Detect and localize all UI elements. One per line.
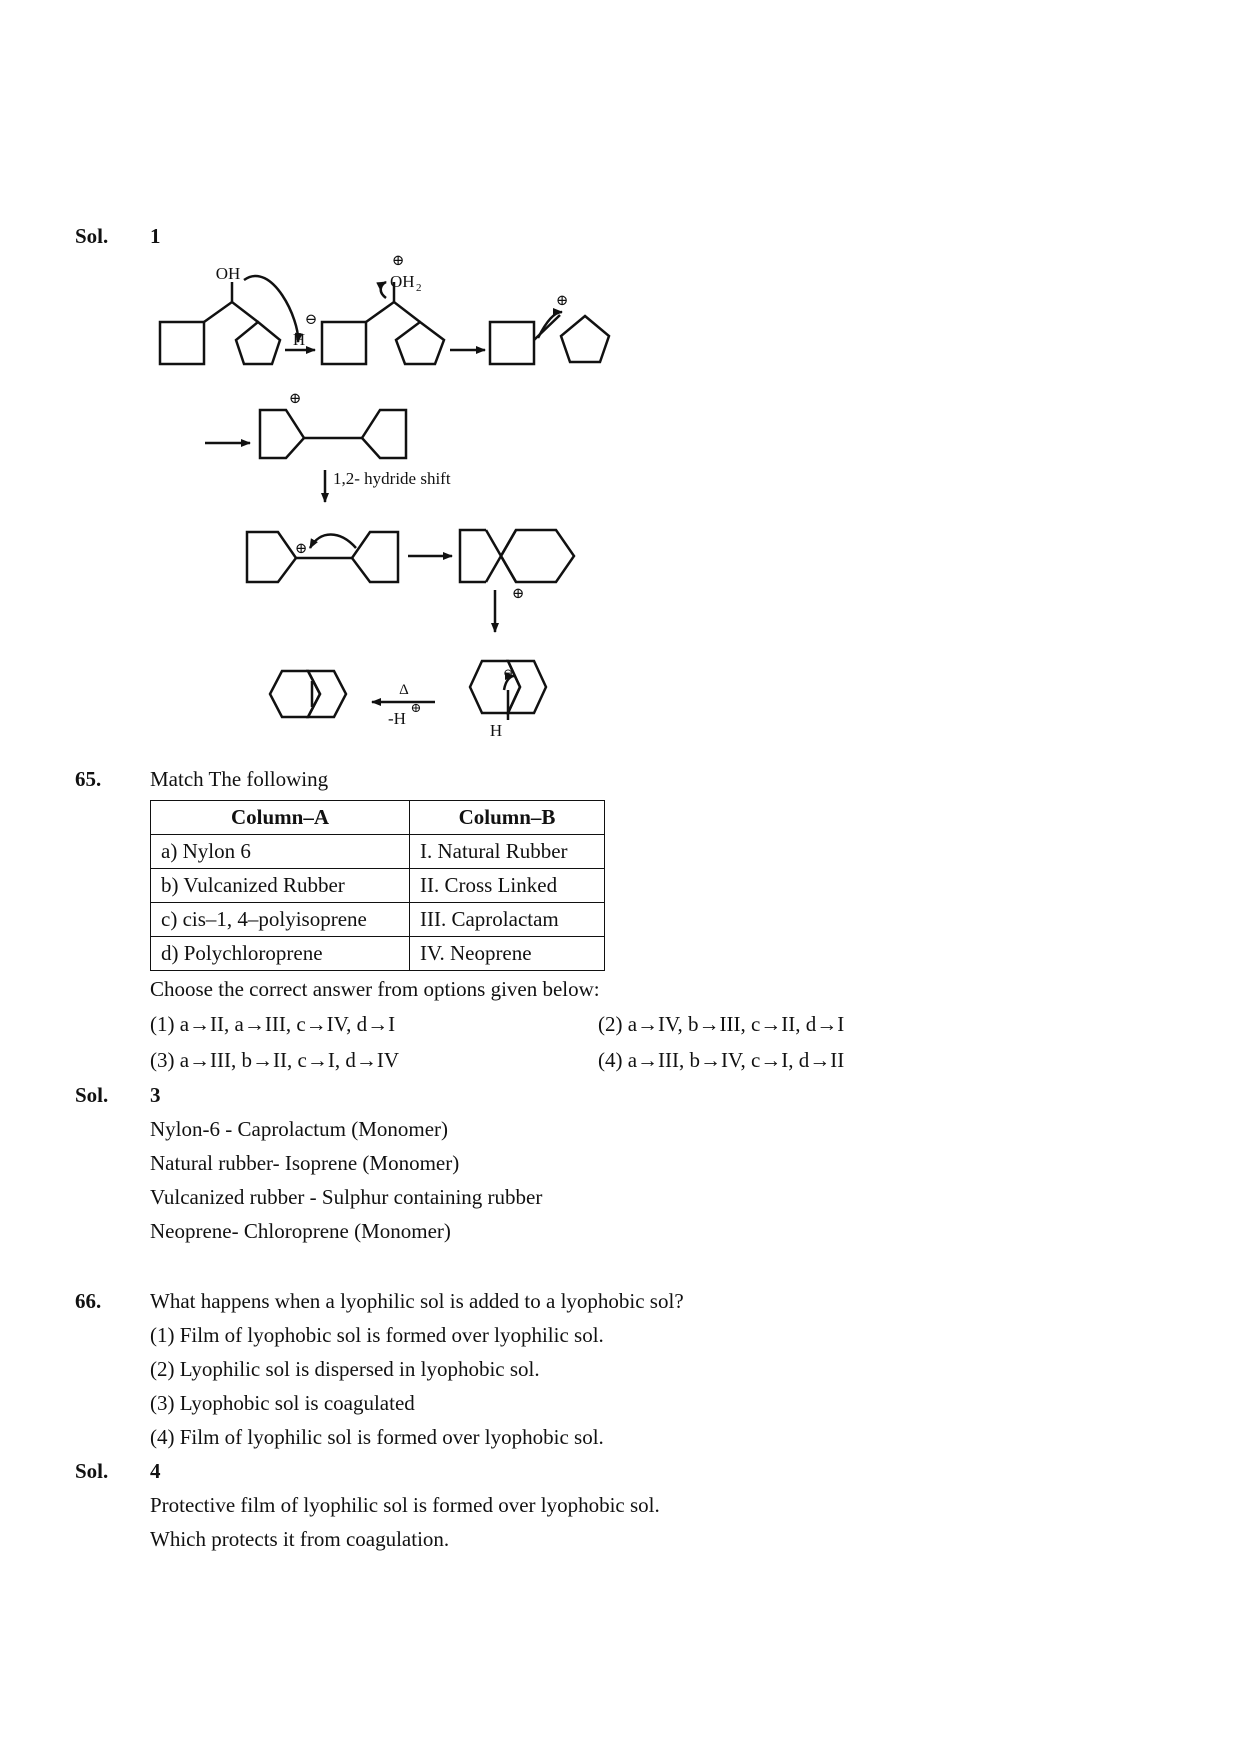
option-1: (1) Film of lyophobic sol is formed over lyophilic sol. <box>150 1323 604 1347</box>
hydrogen-label: H <box>489 721 503 740</box>
hydrogen-label: H <box>292 330 306 349</box>
reaction-mechanism-diagram <box>0 0 1241 760</box>
hydroxyl-label: OH <box>215 264 241 283</box>
table-header-row <box>151 801 605 835</box>
sol-answer: 1 <box>150 224 161 248</box>
table-cell: c) cis–1, 4–polyisoprene <box>151 903 410 937</box>
match-table <box>150 800 605 971</box>
sol-label: Sol. <box>75 1083 109 1107</box>
table-cell: II. Cross Linked <box>410 869 605 903</box>
question-number: 66. <box>75 1289 102 1313</box>
heat-label: Δ <box>399 682 409 698</box>
option-2: (2) Lyophilic sol is dispersed in lyophobic sol. <box>150 1357 540 1381</box>
table-cell: a) Nylon 6 <box>151 835 410 869</box>
cyclohexane-ring <box>308 671 346 717</box>
table-cell: IV. Neoprene <box>410 937 605 971</box>
plus-charge: ⊕ <box>288 391 302 407</box>
option-2: (2) a→IV, b→III, c→II, d→I <box>598 1012 845 1036</box>
option-1: (1) a→II, a→III, c→IV, d→I <box>150 1012 396 1036</box>
table-row <box>151 903 605 937</box>
sol-answer: 4 <box>150 1459 161 1483</box>
question-number: 65. <box>75 767 102 791</box>
sol-answer: 3 <box>150 1083 161 1107</box>
plus-charge: ⊕ <box>555 293 569 309</box>
water-subscript: 2 <box>416 282 422 294</box>
question-stem: Match The following <box>150 767 329 791</box>
option-3: (3) a→III, b→II, c→I, d→IV <box>150 1048 399 1072</box>
minus-charge: ⊖ <box>502 666 514 680</box>
cyclopentane-ring <box>362 410 406 458</box>
minus-proton-label: -H <box>388 709 406 728</box>
table-cell: I. Natural Rubber <box>410 835 605 869</box>
column-a-header: Column–A <box>151 801 410 835</box>
plus-charge: ⊕ <box>410 700 422 715</box>
solution-line: Protective film of lyophilic sol is formed over lyophobic sol. <box>150 1493 660 1517</box>
table-row <box>151 937 605 971</box>
sol-label: Sol. <box>75 224 109 248</box>
hydride-shift-label: 1,2- hydride shift <box>333 469 451 488</box>
solution-line: Vulcanized rubber - Sulphur containing rubber <box>150 1185 543 1209</box>
sol-label: Sol. <box>75 1459 109 1483</box>
cyclobutane-ring <box>490 322 534 364</box>
table-cell: d) Polychloroprene <box>151 937 410 971</box>
plus-charge: ⊕ <box>391 253 405 269</box>
table-cell: III. Caprolactam <box>410 903 605 937</box>
minus-charge: ⊖ <box>304 312 318 328</box>
option-4: (4) Film of lyophilic sol is formed over lyophobic sol. <box>150 1425 604 1449</box>
table-row <box>151 869 605 903</box>
solution-line: Nylon-6 - Caprolactum (Monomer) <box>150 1117 449 1141</box>
solution-line: Natural rubber- Isoprene (Monomer) <box>150 1151 460 1175</box>
cyclobutane-ring <box>160 322 204 364</box>
plus-charge: ⊕ <box>511 586 525 602</box>
cyclopentane-ring <box>396 322 444 364</box>
plus-charge: ⊕ <box>294 541 308 557</box>
column-b-header: Column–B <box>410 801 605 835</box>
instruction-text: Choose the correct answer from options given below: <box>150 977 600 1001</box>
cyclopentane-ring <box>260 410 304 458</box>
cyclopentane-ring <box>561 316 609 362</box>
cyclopentane-ring <box>236 322 280 364</box>
cyclohexane-ring <box>508 661 546 713</box>
cyclohexane-ring <box>501 530 574 582</box>
table-row <box>151 835 605 869</box>
option-4: (4) a→III, b→IV, c→I, d→II <box>598 1048 845 1072</box>
cyclobutane-ring <box>322 322 366 364</box>
solution-line: Neoprene- Chloroprene (Monomer) <box>150 1219 451 1243</box>
cyclopentane-ring <box>352 532 398 582</box>
solution-line: Which protects it from coagulation. <box>150 1527 450 1551</box>
cyclopentane-ring <box>247 532 296 582</box>
water-label: OH <box>390 272 415 291</box>
table-cell: b) Vulcanized Rubber <box>151 869 410 903</box>
question-stem: What happens when a lyophilic sol is added to a lyophobic sol? <box>150 1289 684 1313</box>
option-3: (3) Lyophobic sol is coagulated <box>150 1391 415 1415</box>
